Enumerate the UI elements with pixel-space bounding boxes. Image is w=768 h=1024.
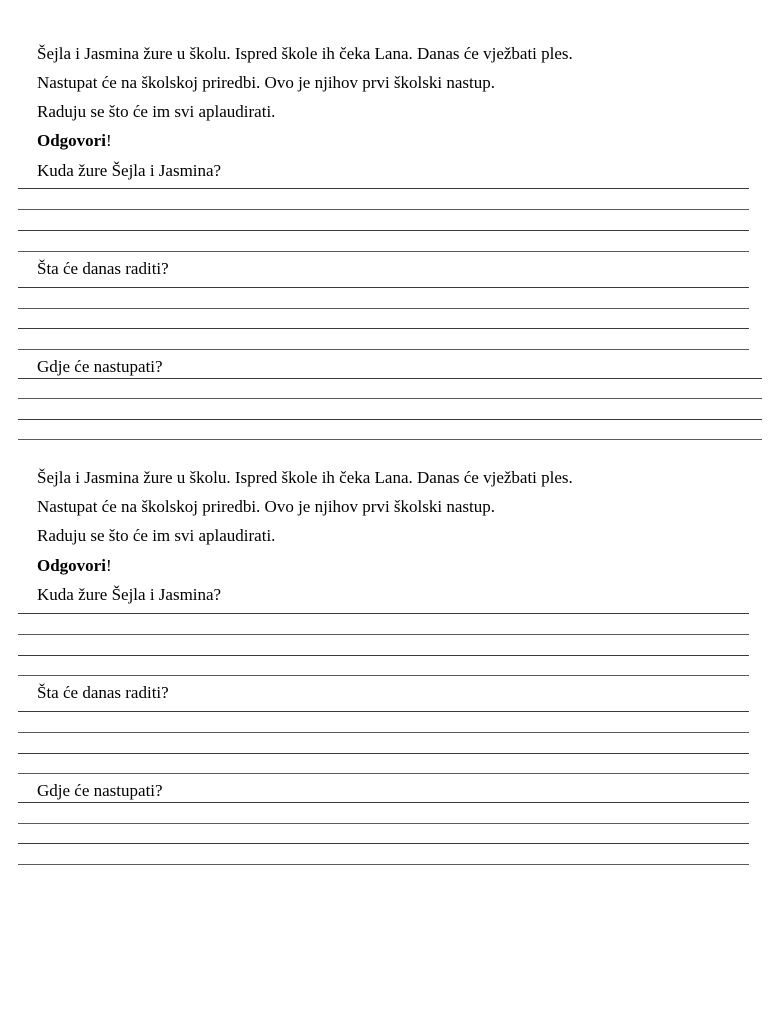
passage-line: Šejla i Jasmina žure u školu. Ispred škole ih čeka Lana. Danas će vježbati ples. <box>37 44 573 63</box>
answer-line[interactable] <box>18 753 749 754</box>
answer-line[interactable] <box>18 864 749 865</box>
question-3: Gdje će nastupati? <box>37 781 163 800</box>
answer-line[interactable] <box>18 419 762 420</box>
instruction <box>37 556 112 576</box>
answer-line[interactable] <box>18 328 749 329</box>
answer-line[interactable] <box>18 655 749 656</box>
instruction-word: Odgovori <box>37 556 106 575</box>
answer-line[interactable] <box>18 439 762 440</box>
answer-line[interactable] <box>18 308 749 309</box>
instruction-punctuation: ! <box>105 131 112 150</box>
answer-line[interactable] <box>18 378 762 379</box>
instruction-word: Odgovori <box>37 131 106 150</box>
passage-line: Nastupat će na školskoj priredbi. Ovo je njihov prvi školski nastup. <box>37 497 495 516</box>
question-2: Šta će danas raditi? <box>37 259 169 278</box>
answer-line[interactable] <box>18 287 749 288</box>
answer-line[interactable] <box>18 634 749 635</box>
answer-line[interactable] <box>18 613 749 614</box>
passage-line: Nastupat će na školskoj priredbi. Ovo je njihov prvi školski nastup. <box>37 73 495 92</box>
answer-line[interactable] <box>18 823 749 824</box>
passage-line: Raduju se što će im svi aplaudirati. <box>37 526 276 545</box>
answer-line[interactable] <box>18 675 749 676</box>
answer-line[interactable] <box>18 251 749 252</box>
answer-line[interactable] <box>18 711 749 712</box>
question-3: Gdje će nastupati? <box>37 357 163 376</box>
answer-line[interactable] <box>18 773 749 774</box>
answer-line[interactable] <box>18 188 749 189</box>
answer-line[interactable] <box>18 802 749 803</box>
instruction <box>37 131 112 151</box>
answer-line[interactable] <box>18 349 749 350</box>
answer-line[interactable] <box>18 843 749 844</box>
question-1: Kuda žure Šejla i Jasmina? <box>37 161 222 180</box>
question-1: Kuda žure Šejla i Jasmina? <box>37 585 222 604</box>
answer-line[interactable] <box>18 230 749 231</box>
question-2: Šta će danas raditi? <box>37 683 169 702</box>
answer-line[interactable] <box>18 732 749 733</box>
answer-line[interactable] <box>18 398 762 399</box>
instruction-punctuation: ! <box>105 556 112 575</box>
answer-line[interactable] <box>18 209 749 210</box>
passage-line: Šejla i Jasmina žure u školu. Ispred škole ih čeka Lana. Danas će vježbati ples. <box>37 468 573 487</box>
passage-line: Raduju se što će im svi aplaudirati. <box>37 102 276 121</box>
